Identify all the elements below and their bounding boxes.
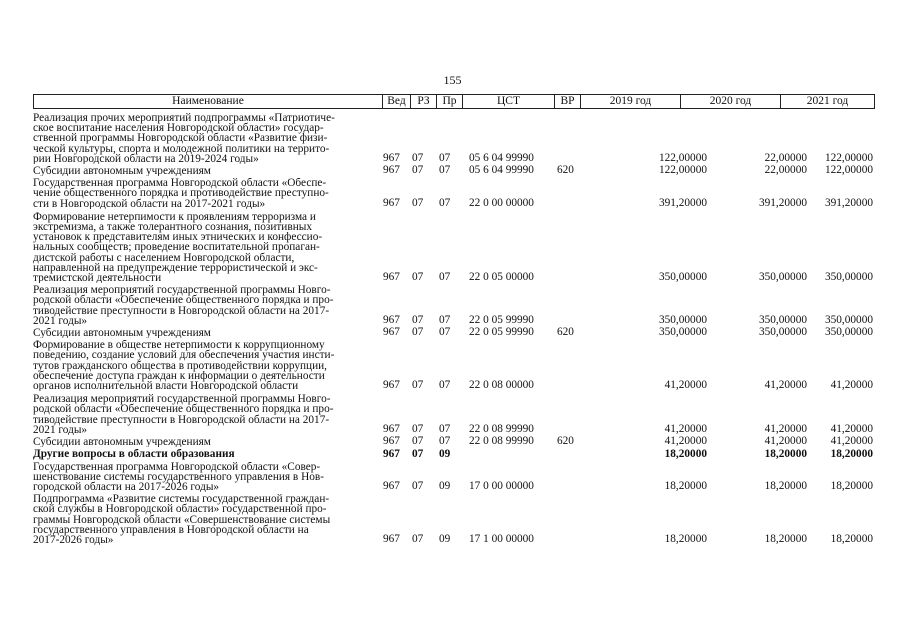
row-2019: 41,20000 — [664, 435, 707, 448]
table-header — [33, 94, 875, 109]
row-name-line: родской области «Обеспечение общественного порядка и про- — [33, 294, 334, 307]
row-name-line: тиводействие преступности в Новгородской области на 2017- — [33, 304, 330, 317]
row-2021: 41,20000 — [830, 435, 873, 448]
row-name-line: чение общественного порядка и противодействие преступно- — [33, 187, 329, 200]
row-name-line: ской службы в Новгородской области» государственной про- — [33, 503, 327, 516]
row-ved: 967 — [383, 435, 400, 448]
row-2019: 391,20000 — [658, 196, 707, 209]
row-rz: 07 — [412, 314, 424, 327]
table-row — [33, 166, 875, 176]
row-rz: 07 — [412, 533, 424, 546]
row-pr: 07 — [439, 379, 451, 392]
header-pr: Пр — [436, 95, 462, 108]
row-name-line: государственного управления в Новгородской области на — [33, 523, 309, 536]
table-row — [33, 437, 875, 447]
row-2020: 41,20000 — [764, 435, 807, 448]
header-ved: Вед — [382, 95, 410, 108]
table-body — [33, 111, 875, 545]
row-name — [33, 394, 381, 435]
row-name-line: ческой культуры, спорта и молодежной политики на террито- — [33, 142, 330, 155]
row-name-line: 2021 годы» — [33, 423, 88, 436]
row-name-line: Другие вопросы в области образования — [33, 449, 235, 460]
row-name-line: Субсидии автономным учреждениям — [33, 166, 211, 177]
row-ved: 967 — [383, 196, 400, 209]
row-vr: 620 — [557, 435, 574, 448]
row-2019: 350,00000 — [658, 314, 707, 327]
row-name-line: Формирование нетерпимости к проявлениям терроризма и — [33, 211, 316, 223]
row-2021: 41,20000 — [830, 379, 873, 392]
row-2019: 18,20000 — [664, 480, 707, 493]
header-2020: 2020 год — [680, 95, 780, 108]
table-row — [33, 340, 875, 391]
row-2019: 18,20000 — [664, 447, 707, 460]
row-2021: 18,20000 — [830, 480, 873, 493]
row-name-line: нальных сообществ; проведение воспитательной пропаган- — [33, 241, 320, 254]
row-2021: 122,00000 — [824, 164, 873, 177]
row-cst: 17 1 00 00000 — [469, 533, 534, 546]
row-vr: 620 — [557, 326, 574, 339]
row-name-line: Реализация мероприятий государственной программы Новго- — [33, 285, 331, 297]
row-name — [33, 166, 381, 176]
row-2021: 391,20000 — [824, 196, 873, 209]
row-name — [33, 328, 381, 338]
row-rz: 07 — [412, 435, 424, 448]
row-2021: 122,00000 — [824, 152, 873, 165]
row-2019: 122,00000 — [658, 164, 707, 177]
header-cst: ЦСТ — [462, 95, 554, 108]
table-row — [33, 462, 875, 493]
row-pr: 09 — [439, 447, 451, 460]
row-name-line: Реализация прочих мероприятий подпрограммы «Патриотиче- — [33, 113, 335, 124]
row-name-line: Субсидии автономным учреждениям — [33, 328, 211, 339]
row-name — [33, 113, 381, 164]
row-name — [33, 494, 381, 545]
row-2021: 18,20000 — [830, 447, 873, 460]
table-row — [33, 394, 875, 435]
row-cst: 22 0 05 00000 — [469, 271, 534, 284]
row-name-line: дистской работы с населением Новгородской области, — [33, 251, 295, 264]
row-name-line: направленной на предупреждение террористической и экс- — [33, 261, 318, 274]
row-ved: 967 — [383, 152, 400, 165]
table-row — [33, 212, 875, 283]
row-cst: 22 0 08 99990 — [469, 423, 534, 436]
header-name: Наименование — [172, 95, 244, 107]
row-cst: 22 0 05 99990 — [469, 314, 534, 327]
row-name — [33, 212, 381, 283]
row-name-line: Формирование в обществе нетерпимости к коррупционному — [33, 340, 325, 352]
row-name-line: городской области на 2017-2026 годы» — [33, 480, 220, 493]
table-row — [33, 494, 875, 545]
row-ved: 967 — [383, 271, 400, 284]
row-name-line: рии Новгородской области на 2019-2024 годы» — [33, 152, 259, 165]
row-cst: 22 0 05 99990 — [469, 326, 534, 339]
row-rz: 07 — [412, 164, 424, 177]
row-2020: 22,00000 — [764, 164, 807, 177]
row-ved: 967 — [383, 314, 400, 327]
row-name-line: 2017-2026 годы» — [33, 533, 114, 546]
row-name-line: обеспечение доступа граждан к информации о деятельности — [33, 369, 325, 382]
row-2021: 350,00000 — [824, 314, 873, 327]
row-ved: 967 — [383, 164, 400, 177]
row-name-line: органов исполнительной власти Новгородской области — [33, 380, 299, 392]
row-2020: 350,00000 — [758, 326, 807, 339]
row-cst: 17 0 00 00000 — [469, 480, 534, 493]
row-2020: 350,00000 — [758, 271, 807, 284]
row-2019: 41,20000 — [664, 423, 707, 436]
row-name-line: поведению, создание условий для обеспечения участия инсти- — [33, 349, 335, 362]
row-rz: 07 — [412, 379, 424, 392]
row-2021: 41,20000 — [830, 423, 873, 436]
row-rz: 07 — [412, 196, 424, 209]
row-2020: 22,00000 — [764, 152, 807, 165]
header-2021: 2021 год — [780, 95, 874, 108]
row-2019: 41,20000 — [664, 379, 707, 392]
row-2021: 350,00000 — [824, 271, 873, 284]
row-name-line: родской области «Обеспечение общественного порядка и про- — [33, 403, 334, 416]
row-pr: 09 — [439, 480, 451, 493]
row-pr: 07 — [439, 326, 451, 339]
row-name-line: граммы Новгородской области «Совершенствование системы — [33, 513, 331, 526]
row-name-line: шенствование системы государственного управления в Нов- — [33, 470, 324, 483]
row-2021: 350,00000 — [824, 326, 873, 339]
row-2019: 350,00000 — [658, 271, 707, 284]
table-row — [33, 178, 875, 209]
row-2019: 350,00000 — [658, 326, 707, 339]
table-row — [33, 328, 875, 338]
table-row — [33, 449, 875, 459]
row-name-line: Государственная программа Новгородской области «Совер- — [33, 461, 321, 473]
row-name-line: экстремизма, а также толерантного сознания, позитивных — [33, 221, 312, 234]
row-vr: 620 — [557, 164, 574, 177]
row-name-line: Государственная программа Новгородской области «Обеспе- — [33, 178, 327, 190]
row-rz: 07 — [412, 423, 424, 436]
row-name — [33, 285, 381, 326]
row-ved: 967 — [383, 447, 400, 460]
row-pr: 07 — [439, 435, 451, 448]
row-2019: 122,00000 — [658, 152, 707, 165]
header-vr: ВР — [554, 95, 580, 108]
row-pr: 07 — [439, 271, 451, 284]
row-2020: 18,20000 — [764, 480, 807, 493]
row-cst: 05 6 04 99990 — [469, 152, 534, 165]
row-name-line: тутов гражданского общества в противодействии коррупции, — [33, 359, 327, 372]
row-name — [33, 178, 381, 209]
row-2020: 391,20000 — [758, 196, 807, 209]
row-cst: 05 6 04 99990 — [469, 164, 534, 177]
row-cst: 22 0 08 99990 — [469, 435, 534, 448]
row-pr: 09 — [439, 533, 451, 546]
row-ved: 967 — [383, 480, 400, 493]
table-row — [33, 285, 875, 326]
row-ved: 967 — [383, 379, 400, 392]
row-name — [33, 437, 381, 447]
row-2020: 41,20000 — [764, 423, 807, 436]
row-2020: 18,20000 — [764, 533, 807, 546]
row-name-line: Субсидии автономным учреждениям — [33, 437, 211, 448]
page-number: 155 — [443, 73, 462, 87]
row-name-line: тремистской деятельности — [33, 272, 162, 284]
row-name-line: Подпрограмма «Развитие системы государственной граждан- — [33, 494, 330, 506]
row-name — [33, 340, 381, 391]
row-ved: 967 — [383, 326, 400, 339]
header-2019: 2019 год — [580, 95, 680, 108]
row-cst: 22 0 08 00000 — [469, 379, 534, 392]
row-cst: 22 0 00 00000 — [469, 196, 534, 209]
row-ved: 967 — [383, 533, 400, 546]
row-pr: 07 — [439, 423, 451, 436]
row-name — [33, 462, 381, 493]
row-name-line: 2021 годы» — [33, 314, 88, 327]
row-2020: 18,20000 — [764, 447, 807, 460]
row-2020: 350,00000 — [758, 314, 807, 327]
row-ved: 967 — [383, 423, 400, 436]
row-rz: 07 — [412, 326, 424, 339]
row-name-line: ское воспитание населения Новгородской области» государ- — [33, 122, 324, 135]
row-2021: 18,20000 — [830, 533, 873, 546]
row-rz: 07 — [412, 480, 424, 493]
table-row — [33, 113, 875, 164]
row-2020: 41,20000 — [764, 379, 807, 392]
row-rz: 07 — [412, 447, 424, 460]
row-pr: 07 — [439, 164, 451, 177]
row-pr: 07 — [439, 196, 451, 209]
row-name — [33, 449, 381, 459]
row-name-line: ственной программы Новгородской области «Развитие физи- — [33, 132, 328, 145]
header-rz: РЗ — [410, 95, 436, 108]
row-2019: 18,20000 — [664, 533, 707, 546]
row-pr: 07 — [439, 314, 451, 327]
row-name-line: сти в Новгородской области на 2017-2021 годы» — [33, 197, 266, 209]
row-name-line: установок к представителям иных этнических и конфессио- — [33, 231, 323, 244]
row-name-line: тиводействие преступности в Новгородской области на 2017- — [33, 413, 330, 426]
row-rz: 07 — [412, 152, 424, 165]
row-rz: 07 — [412, 271, 424, 284]
row-pr: 07 — [439, 152, 451, 165]
row-name-line: Реализация мероприятий государственной программы Новго- — [33, 394, 331, 406]
